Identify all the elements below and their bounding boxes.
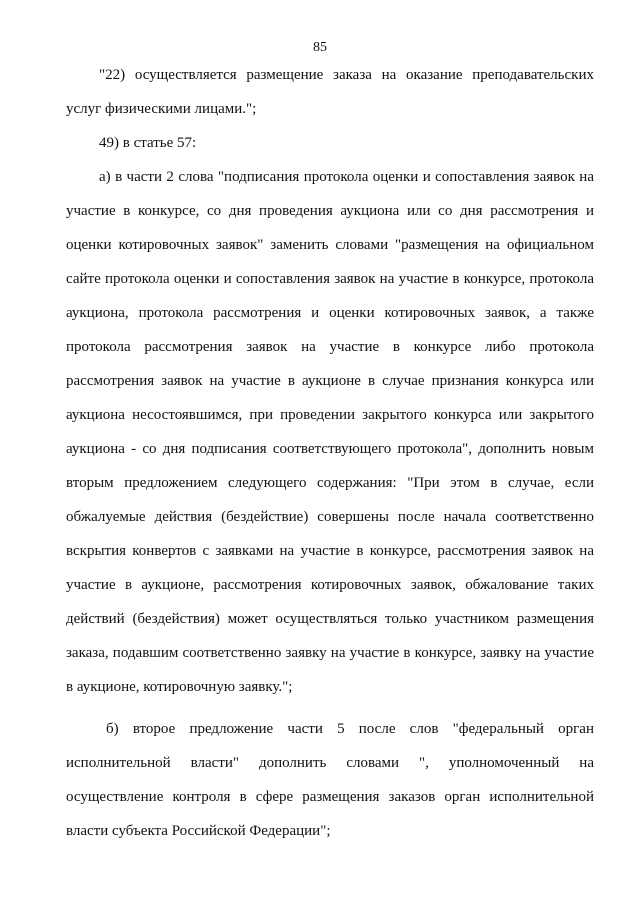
text-line-16: участие в аукционе, рассмотрения котировочных заявок, обжалование таких: [66, 577, 594, 593]
text-line-15: вскрытия конвертов с заявками на участие в конкурсе, рассмотрения заявок на: [66, 543, 594, 559]
page-number: 85: [313, 40, 327, 55]
text-line-17: действий (бездействия) может осуществляться только участником размещения: [66, 611, 594, 627]
text-line-6: оценки котировочных заявок" заменить словами "размещения на официальном: [66, 237, 594, 253]
text-line-21: исполнительной власти" дополнить словами ", уполномоченный на: [66, 755, 594, 771]
text-line-12: аукциона - со дня подписания соответствующего протокола", дополнить новым: [66, 441, 594, 457]
text-line-11: аукциона несостоявшимся, при проведении закрытого конкурса или закрытого: [66, 407, 594, 423]
text-line-7: сайте протокола оценки и сопоставления заявок на участие в конкурсе, протокола: [66, 271, 594, 287]
text-line-13: вторым предложением следующего содержания: "При этом в случае, если: [66, 475, 594, 491]
text-line-3: 49) в статье 57:: [99, 135, 197, 151]
text-line-1: "22) осуществляется размещение заказа на оказание преподавательских: [99, 67, 594, 83]
text-line-10: рассмотрения заявок на участие в аукционе в случае признания конкурса или: [66, 373, 594, 389]
text-line-14: обжалуемые действия (бездействие) совершены после начала соответственно: [66, 509, 594, 525]
text-line-4: а) в части 2 слова "подписания протокола оценки и сопоставления заявок на: [99, 169, 594, 185]
text-line-2: услуг физическими лицами.";: [66, 101, 257, 117]
text-line-22: осуществление контроля в сфере размещения заказов орган исполнительной: [66, 789, 594, 805]
text-line-5: участие в конкурсе, со дня проведения аукциона или со дня рассмотрения и: [66, 203, 594, 219]
text-line-23: власти субъекта Российской Федерации";: [66, 823, 331, 839]
text-line-18: заказа, подавшим соответственно заявку на участие в конкурсе, заявку на участие: [66, 645, 594, 661]
text-line-9: протокола рассмотрения заявок на участие в конкурсе либо протокола: [66, 339, 594, 355]
text-line-8: аукциона, протокола рассмотрения и оценки котировочных заявок, а также: [66, 305, 594, 321]
text-line-19: в аукционе, котировочную заявку.";: [66, 679, 293, 695]
text-line-20: б) второе предложение части 5 после слов "федеральный орган: [106, 721, 594, 737]
